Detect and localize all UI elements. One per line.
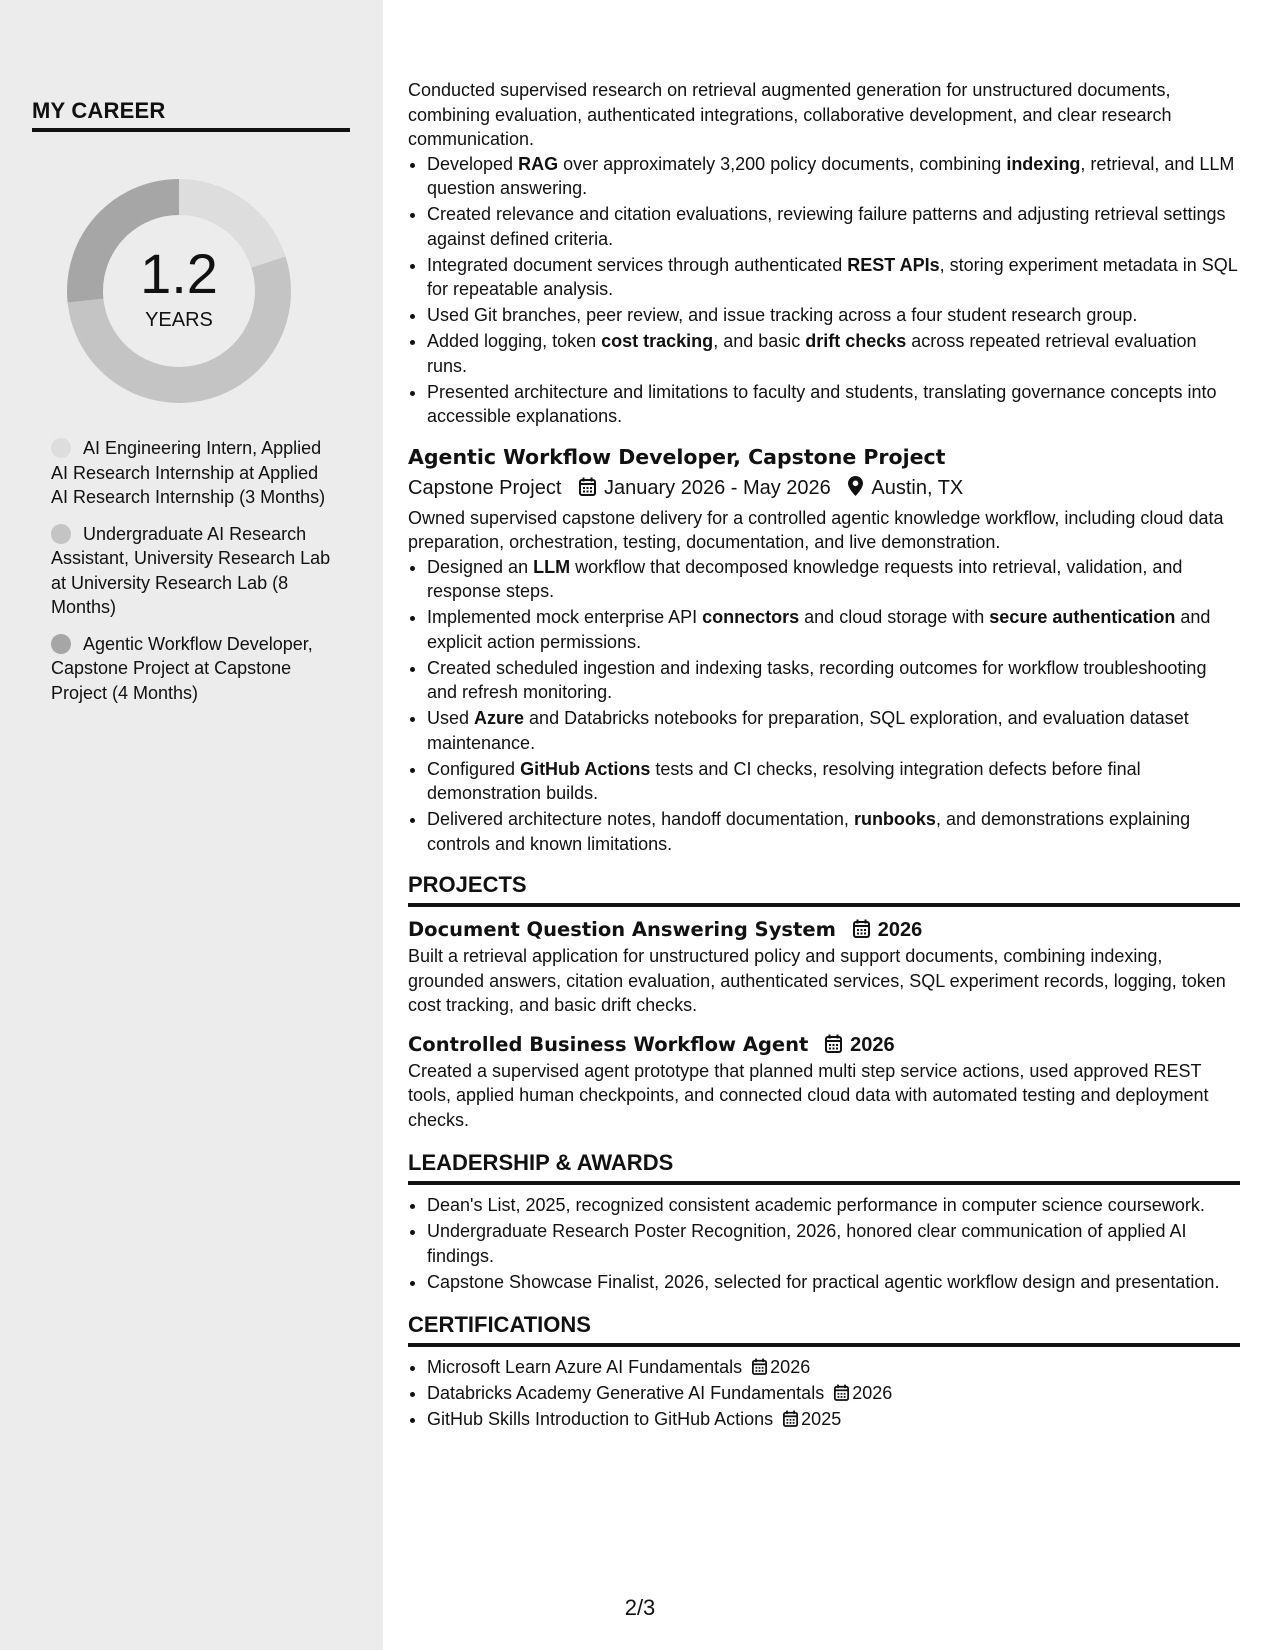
bullet-item [427,303,1240,328]
bullet-text: Created relevance and citation evaluations, reviewing failure patterns and adjusting retrieval settings against defined criteria. [427,204,1226,249]
bullet-text: Added logging, token [427,331,602,351]
bullet-item [427,202,1240,251]
cert-year: 2025 [801,1409,842,1429]
bullet-text: workflow that decomposed knowledge requests into retrieval, validation, and response steps. [427,556,1183,601]
timeline-dot [51,524,71,544]
bullet-bold: GitHub Actions [520,758,651,779]
certifications-heading: CERTIFICATIONS [408,1310,1240,1347]
bullet-bold: REST APIs [847,254,940,275]
bullet-text: Implemented mock enterprise API [427,607,703,627]
job-bullets [408,555,1240,857]
cert-year: 2026 [852,1383,893,1403]
bullet-item [427,757,1240,806]
timeline-dot [51,438,71,458]
location-pin-icon [848,476,863,496]
bullet-bold: secure authentication [989,607,1176,627]
project-name: Controlled Business Workflow Agent [408,1032,809,1056]
bullet-text: , and demonstrations explaining controls and known limitations. [427,809,1191,854]
projects-heading: PROJECTS [408,870,1240,907]
calendar-icon [752,1358,767,1375]
bullet-item [427,253,1240,302]
bullet-item [427,706,1240,755]
bullet-item [427,807,1240,856]
bullet-bold: Azure [474,708,525,728]
bullet-text: and cloud storage with [799,607,990,627]
project-year: 2026 [850,1033,895,1056]
donut-value: 1.2 [140,242,218,305]
award-item: • Dean's List, 2025, recognized consistent academic performance in computer science coursework. [427,1193,1240,1218]
bullet-text: , and basic [713,331,806,351]
bullet-text: Created scheduled ingestion and indexing tasks, recording outcomes for workflow troubleshooting and refresh monitoring. [427,657,1207,702]
job-org: Capstone Project [408,476,562,499]
bullet-bold: LLM [533,556,571,577]
prev-job-summary: Conducted supervised research on retrieval augmented generation for unstructured documents, combining evaluation, authenticated integrations, collaborative development, and clear research communication. [408,80,1172,149]
donut-unit: YEARS [145,309,213,331]
prev-job-bullets [408,152,1240,429]
bullet-item [427,152,1240,201]
job-title: Agentic Workflow Developer, Capstone Project [408,444,946,469]
cert-item [427,1381,1240,1406]
awards-heading: LEADERSHIP & AWARDS [408,1148,1240,1185]
timeline-text: Agentic Workflow Developer, Capstone Project at Capstone Project (4 Months) [51,633,313,703]
bullet-text: Used [427,708,475,728]
bullet-text: over approximately 3,200 policy documents, combining [558,153,1007,174]
awards-list [408,1193,1240,1294]
career-timeline [51,436,333,717]
award-item: • Capstone Showcase Finalist, 2026, selected for practical agentic workflow design and presentation. [427,1270,1240,1295]
project-title [408,1031,1240,1059]
bullet-text: Used Git branches, peer review, and issue tracking across a four student research group. [427,305,1138,325]
timeline-dot [51,634,71,654]
bullet-text: , storing experiment metadata in SQL for repeatable analysis. [427,254,1238,299]
project-description: Built a retrieval application for unstructured policy and support documents, combining indexing, grounded answers, citation evaluation, authenticated services, SQL experiment records, logging, token cost tracking, and basic drift checks. [408,946,1226,1015]
job-meta [408,474,1240,502]
timeline-text: AI Engineering Intern, Applied AI Research Internship at Applied AI Research Internship (3 Months) [51,438,326,507]
project-title [408,916,1240,944]
bullet-item [427,656,1240,705]
bullet-bold: drift checks [805,331,907,351]
job-summary: Owned supervised capstone delivery for a controlled agentic knowledge workflow, including cloud data preparation, orchestration, testing, documentation, and live demonstration. [408,507,1224,552]
bullet-item [427,605,1240,654]
bullet-bold: RAG [518,153,559,174]
bullet-item [427,329,1240,378]
page-number: 2/3 [624,1595,656,1620]
bullet-text: Integrated document services through authenticated [427,254,848,275]
bullet-bold: runbooks [853,809,936,829]
job-dates: January 2026 - May 2026 [603,476,831,499]
calendar-icon [834,1384,849,1401]
timeline-text: Undergraduate AI Research Assistant, University Research Lab at University Research Lab (8 Months) [51,523,331,617]
bullet-text: Delivered architecture notes, handoff documentation, [427,809,854,829]
bullet-bold: cost tracking [601,331,714,351]
bullet-text: and explicit action permissions. [427,607,1211,652]
bullet-bold: indexing [1006,153,1081,174]
cert-item [427,1355,1240,1380]
cert-year: 2026 [770,1357,811,1377]
bullet-text: and Databricks notebooks for preparation, SQL exploration, and evaluation dataset maintenance. [427,708,1189,753]
cert-item [427,1407,1240,1432]
cert-name: GitHub Skills Introduction to GitHub Actions [427,1409,774,1429]
bullet-text: , retrieval, and LLM question answering. [427,153,1235,198]
bullet-text: Developed [427,153,519,174]
calendar-icon [783,1410,798,1427]
timeline-item [51,632,333,706]
calendar-icon [825,1034,842,1053]
bullet-text: Configured [427,758,521,779]
job-location: Austin, TX [871,476,964,499]
bullet-item [427,555,1240,604]
timeline-item [51,522,333,620]
sidebar [0,0,383,1650]
calendar-icon [579,477,596,496]
bullet-bold: connectors [702,607,800,627]
bullet-item [427,380,1240,429]
bullet-text: Designed an [427,556,534,577]
main-content [408,78,1240,1433]
project-description: Created a supervised agent prototype that planned multi step service actions, used approved REST tools, applied human checkpoints, and connected cloud data with automated testing and deployment checks. [408,1060,1209,1130]
cert-name: Databricks Academy Generative AI Fundamentals [427,1383,825,1403]
bullet-text: Presented architecture and limitations to faculty and students, translating governance concepts into accessible explanations. [427,381,1217,426]
bullet-text: across repeated retrieval evaluation runs. [427,331,1197,376]
project-name: Document Question Answering System [408,918,836,941]
project-year: 2026 [877,919,923,941]
career-heading: MY CAREER [32,98,350,132]
award-item: • Undergraduate Research Poster Recognition, 2026, honored clear communication of applied AI findings. [427,1219,1240,1268]
cert-name: Microsoft Learn Azure AI Fundamentals [427,1357,743,1377]
bullet-text: tests and CI checks, resolving integration defects before final demonstration builds. [427,758,1141,803]
timeline-item [51,436,333,510]
calendar-icon [853,919,870,938]
certifications-list [408,1355,1240,1432]
